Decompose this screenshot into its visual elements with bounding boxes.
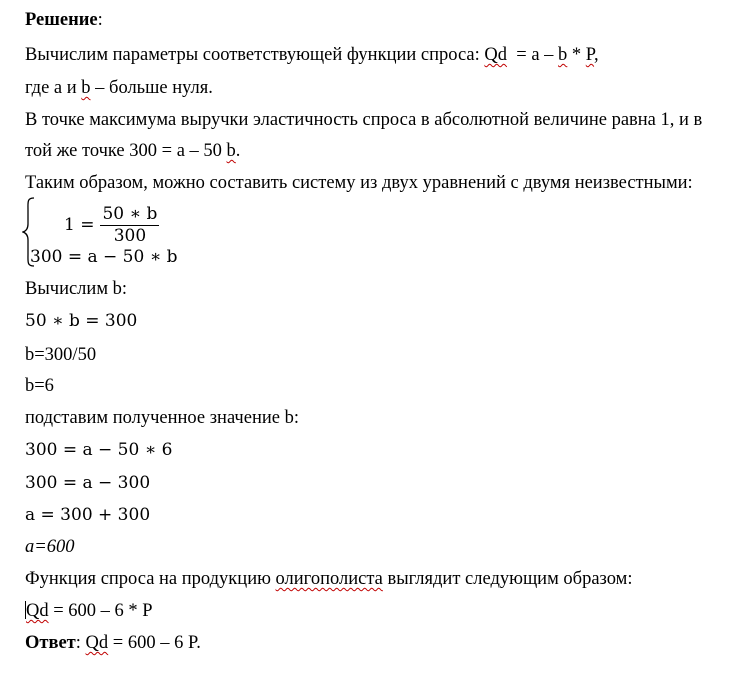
text: a=600	[25, 537, 75, 557]
eq1-left: 1 =	[64, 215, 95, 235]
line-a-value	[25, 536, 74, 558]
text: В точке максимума выручки эластичность спроса в абсолютной величине равна 1, и в	[25, 110, 703, 130]
text: *	[567, 45, 586, 65]
line-b-value	[25, 375, 54, 397]
math-50b	[25, 310, 137, 332]
line-function-intro	[25, 568, 633, 590]
oligopolist-word: олигополиста	[275, 569, 383, 589]
b-symbol: b	[558, 45, 568, 65]
equation-2: 300 = a − 50 ∗ b	[30, 247, 178, 267]
text: выглядит следующим образом:	[382, 569, 633, 589]
fraction	[100, 204, 159, 246]
line-substitute	[25, 407, 299, 429]
text: той же точке 300 = a – 50	[25, 141, 227, 161]
math-expression: a = 300 + 300	[25, 505, 151, 525]
line-system-intro	[25, 172, 693, 194]
text: = a –	[507, 45, 559, 65]
math-sub-1	[25, 439, 173, 461]
line-final-function	[25, 600, 153, 622]
text: = 600 – 6 * P	[48, 601, 153, 621]
equation-1	[64, 204, 159, 246]
line-b-fraction	[25, 344, 96, 366]
text: ,	[594, 45, 599, 65]
math-sub-2	[25, 472, 150, 494]
text: b=300/50	[25, 345, 97, 365]
math-expression: 300 = a − 50 ∗ 6	[25, 440, 173, 460]
line-same-point	[25, 140, 240, 162]
line-elasticity	[25, 109, 702, 131]
text: Вычислим b:	[25, 279, 128, 299]
text: подставим полученное значение b:	[25, 408, 299, 428]
math-expression: 50 ∗ b = 300	[25, 311, 138, 331]
fraction-numerator: 50 ∗ b	[102, 204, 158, 224]
line-positive-params	[25, 77, 213, 99]
equation-system	[22, 196, 222, 268]
text: где a и	[25, 78, 82, 98]
text: Функция спроса на продукцию	[25, 569, 276, 589]
line-compute-b	[25, 278, 127, 300]
fraction-denominator: 300	[113, 226, 147, 246]
text: .	[235, 141, 241, 161]
line-demand-function	[25, 44, 599, 66]
math-expression: 300 = a − 300	[25, 473, 151, 493]
b-symbol: b	[81, 78, 91, 98]
heading-colon: :	[97, 10, 103, 30]
text: = 600 – 6 P.	[108, 633, 201, 653]
text: Таким образом, можно составить систему из двух уравнений с двумя неизвестными:	[25, 173, 693, 193]
answer-label: Ответ	[25, 633, 76, 653]
b-symbol: b	[226, 141, 236, 161]
p-symbol: P	[585, 45, 595, 65]
text: :	[75, 633, 86, 653]
text: Вычислим параметры соответствующей функции спроса:	[25, 45, 485, 65]
heading	[25, 9, 103, 31]
text: – больше нуля.	[90, 78, 213, 98]
text: b=6	[25, 376, 54, 396]
math-sub-3	[25, 504, 150, 526]
qd-symbol: Qd	[85, 633, 109, 653]
qd-symbol: Qd	[26, 601, 49, 621]
qd-symbol: Qd	[484, 45, 508, 65]
line-answer	[25, 632, 201, 654]
heading-label: Решение	[25, 10, 98, 30]
